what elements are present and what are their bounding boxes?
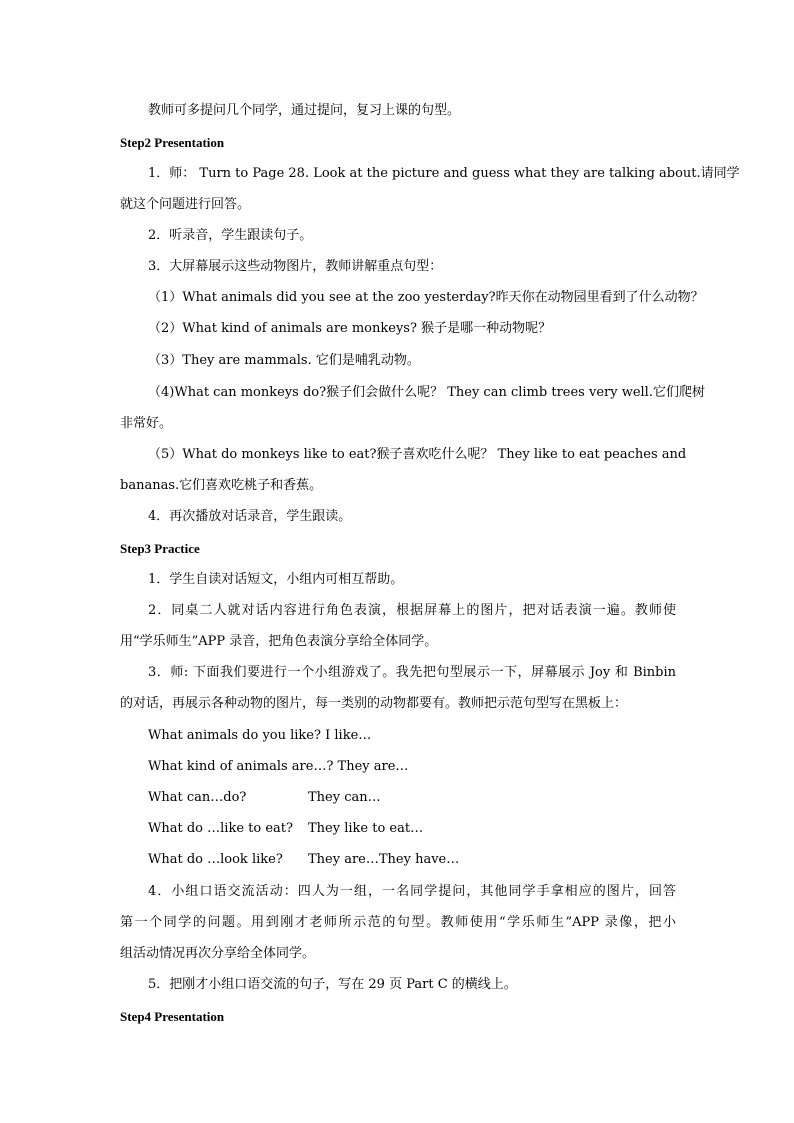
step3-item4-line1: 4．小组口语交流活动：四人为一组，一名同学提问，其他同学手拿相应的图片，回答: [148, 884, 676, 899]
sentence-pattern-row: [148, 820, 676, 838]
step2-item4: 4．再次播放对话录音，学生跟读。: [148, 509, 352, 524]
pattern-question: What kind of animals are…? They are…: [148, 759, 409, 774]
step2-sentence4-line2: 非常好。: [120, 416, 173, 431]
sentence-pattern-row: [148, 727, 676, 745]
step3-heading: Step3 Practice: [120, 541, 200, 556]
pattern-question: What can…do?: [148, 790, 247, 805]
step4-heading: Step4 Presentation: [120, 1009, 225, 1024]
pattern-answer: They are…They have…: [308, 852, 460, 867]
pattern-question: What do …look like?: [148, 852, 283, 867]
pattern-answer: They can…: [308, 790, 381, 805]
step3-item4-line2: 第一个同学的问题。用到刚才老师所示范的句型。教师使用“学乐师生”APP 录像，把小: [120, 915, 676, 930]
step2-item1-line2: 就这个问题进行回答。: [120, 197, 251, 212]
sentence-pattern-row: [148, 851, 676, 869]
step3-item3-line1: 3．师: 下面我们要进行一个小组游戏了。我先把句型展示一下，屏幕展示 Joy 和 Binbin: [148, 665, 676, 680]
step2-item3: 3．大屏幕展示这些动物图片，教师讲解重点句型：: [148, 259, 443, 274]
step2-sentence3: （3）They are mammals. 它们是哺乳动物。: [148, 353, 420, 368]
step3-item2-line2: 用“学乐师生”APP 录音，把角色表演分享给全体同学。: [120, 634, 438, 649]
step2-sentence4-line1: （4)What can monkeys do?猴子们会做什么呢？ They can climb trees very well.它们爬树: [148, 385, 705, 400]
sentence-pattern-row: [148, 789, 676, 807]
step2-heading: Step2 Presentation: [120, 135, 225, 150]
pattern-question: What animals do you like? I like…: [148, 728, 372, 743]
intro-paragraph: 教师可多提问几个同学，通过提问，复习上课的句型。: [148, 103, 461, 118]
step2-item2: 2．听录音，学生跟读句子。: [148, 228, 313, 243]
pattern-answer: They like to eat…: [308, 821, 424, 836]
step2-item1-line1: 1．师： Turn to Page 28. Look at the picture and guess what they are talking about.请同学: [148, 166, 740, 181]
step2-sentence5-line2: bananas.它们喜欢吃桃子和香蕉。: [120, 478, 323, 493]
step2-sentence1: （1）What animals did you see at the zoo yesterday?昨天你在动物园里看到了什么动物？: [148, 290, 704, 305]
step3-item5: 5．把刚才小组口语交流的句子，写在 29 页 Part C 的横线上。: [148, 977, 517, 992]
step3-item4-line3: 组活动情况再次分享给全体同学。: [120, 946, 316, 961]
step2-sentence5-line1: （5）What do monkeys like to eat?猴子喜欢吃什么呢？ They like to eat peaches and: [148, 447, 687, 462]
step3-item2-line1: 2．同桌二人就对话内容进行角色表演，根据屏幕上的图片，把对话表演一遍。教师使: [148, 603, 676, 618]
step2-sentence2: （2）What kind of animals are monkeys? 猴子是哪一种动物呢？: [148, 321, 552, 336]
step3-item3-line2: 的对话，再展示各种动物的图片，每一类别的动物都要有。教师把示范句型写在黑板上：: [120, 696, 628, 711]
sentence-pattern-row: [148, 758, 676, 776]
step3-item1: 1．学生自读对话短文，小组内可相互帮助。: [148, 572, 404, 587]
pattern-question: What do …like to eat?: [148, 821, 293, 836]
